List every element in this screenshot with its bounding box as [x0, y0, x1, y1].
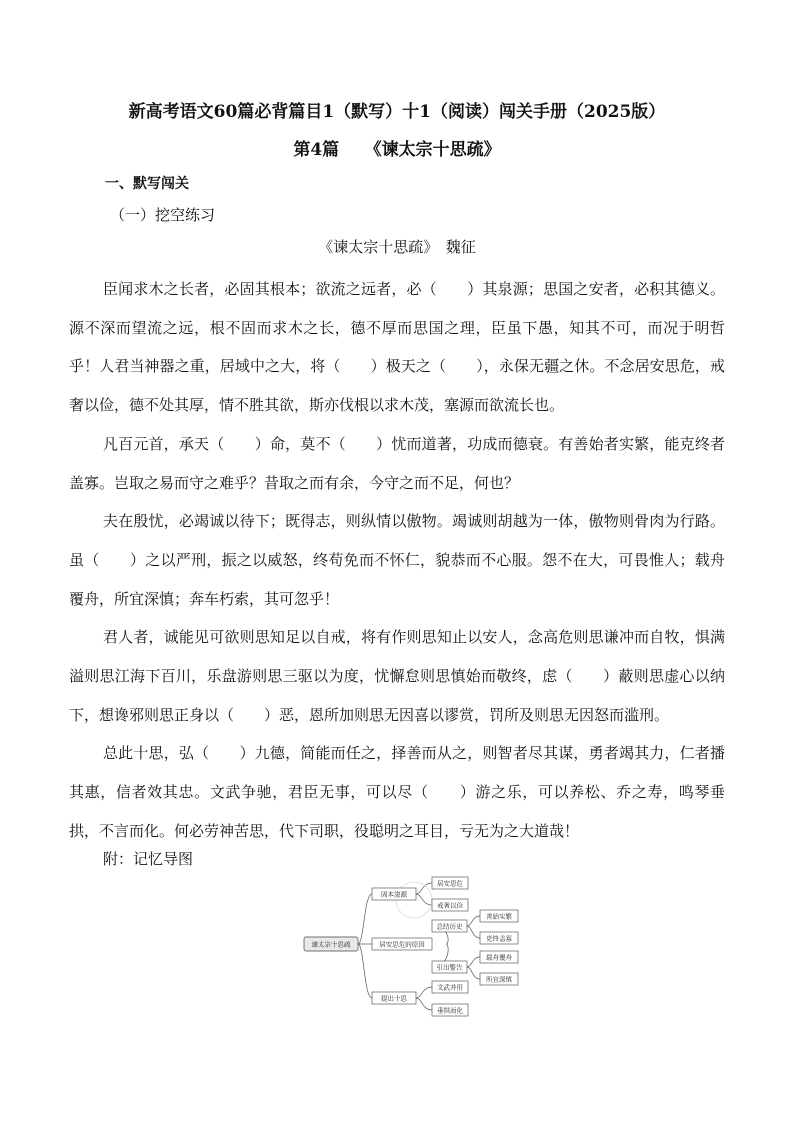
- mind-map-node: [432, 1004, 468, 1016]
- document-title: 新高考语文60篇必背篇目1（默写）十1（阅读）闯关手册（2025版）: [128, 102, 666, 122]
- svg-text:提出十思: 提出十思: [381, 994, 407, 1003]
- svg-text:居安思危的原因: 居安思危的原因: [379, 940, 425, 949]
- mind-map-root: [304, 937, 358, 951]
- mind-map-branch: [372, 938, 432, 950]
- mind-map-node: [432, 877, 468, 889]
- mind-map: [302, 870, 528, 1020]
- paragraph: 夫在殷忧，必竭诚以待下；既得志，则纵情以傲物。竭诚则胡越为一体，傲物则骨肉为行路。虽（ ）之以严刑，振之以威怒，终苟免而不怀仁，貌恭而不心服。怨不在大，可畏惟人；载舟覆舟，所宜深慎；奔车朽索，其可忽乎！: [69, 512, 725, 608]
- mind-map-branch: [372, 992, 416, 1004]
- mind-map-node: [432, 961, 467, 973]
- svg-text:载舟覆舟: 载舟覆舟: [486, 953, 512, 962]
- svg-text:文武并用: 文武并用: [437, 983, 463, 992]
- passage-body: [69, 270, 725, 851]
- mind-map-leaf: [480, 951, 518, 963]
- appendix-label: 附：记忆导图: [103, 850, 194, 868]
- svg-text:引出警告: 引出警告: [436, 963, 463, 972]
- svg-text:谏太宗十思疏: 谏太宗十思疏: [311, 940, 351, 949]
- mind-map-node: [432, 920, 467, 932]
- svg-text:总结历史: 总结历史: [436, 922, 463, 931]
- mind-map-node: [432, 981, 468, 993]
- mind-map-branch: [372, 888, 416, 900]
- exercise-heading: （一）挖空练习: [110, 206, 216, 224]
- svg-text:所宜深慎: 所宜深慎: [486, 975, 512, 984]
- paragraph: 君人者，诚能见可欲则思知足以自戒，将有作则思知止以安人，念高危则思谦冲而自牧，惧满溢则思江海下百川，乐盘游则思三驱以为度，忧懈怠则思慎始而敬终，虑（ ）蔽则思虚心以纳下，想谗邪则思正身以（ ）恶，恩所加则思无因喜以谬赏，罚所及则思无因怒而滥刑。: [69, 628, 725, 724]
- svg-text:垂拱而化: 垂拱而化: [437, 1006, 463, 1015]
- section-heading: 一、默写闯关: [105, 176, 189, 192]
- paragraph: 凡百元首，承天（ ）命，莫不（ ）忧而道著，功成而德衰。有善始者实繁，能克终者盖寡。岂取之易而守之难乎？昔取之而有余，今守之而不足，何也？: [69, 434, 725, 492]
- paragraph: 臣闻求木之长者，必固其根本；欲流之远者，必（ ）其泉源；思国之安者，必积其德义。源不深而望流之远，根不固而求木之长，德不厚而思国之理，臣虽下愚，知其不可，而况于明哲乎！人君当神器之重，居域中之大，将（ ）极天之（ ），永保无疆之休。不念居安思危，戒奢以俭，德不处其厚，情不胜其欲，斯亦伐根以求木茂，塞源而欲流长也。: [69, 280, 725, 415]
- mind-map-leaf: [480, 910, 518, 922]
- svg-text:固本浚源: 固本浚源: [381, 890, 407, 899]
- mind-map-leaf: [480, 932, 518, 944]
- paragraph: 总此十思，弘（ ）九德，简能而任之，择善而从之，则智者尽其谋，勇者竭其力，仁者播其惠，信者效其忠。文武争驰，君臣无事，可以尽（ ）游之乐，可以养松、乔之寿，鸣琴垂拱，不言而化。何必劳神苦思，代下司职，役聪明之耳目，亏无为之大道哉！: [69, 744, 725, 840]
- document-subtitle: 第4篇 《谏太宗十思疏》: [293, 140, 501, 160]
- svg-text:克终盖寡: 克终盖寡: [486, 934, 512, 943]
- passage-title: 《谏太宗十思疏》 魏征: [318, 238, 476, 256]
- mind-map-leaf: [480, 973, 518, 985]
- svg-text:善始实繁: 善始实繁: [486, 912, 512, 921]
- svg-text:居安思危: 居安思危: [437, 879, 463, 888]
- mind-map-node: [432, 899, 468, 911]
- svg-text:戒奢以俭: 戒奢以俭: [437, 901, 463, 910]
